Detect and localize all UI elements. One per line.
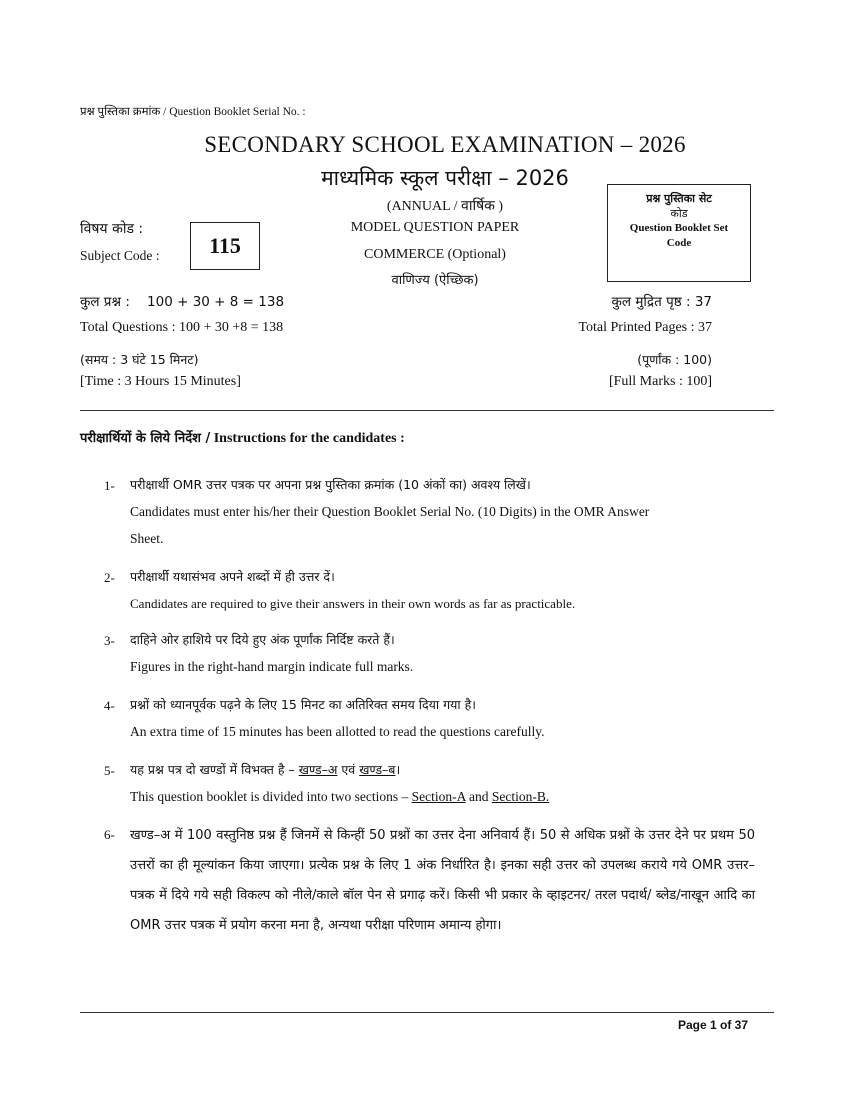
- subject-code-box: 115: [190, 222, 260, 270]
- instruction-english: Figures in the right-hand margin indicate full marks.: [130, 659, 414, 674]
- full-marks-hindi: (पूर्णांक : 100): [637, 352, 712, 367]
- printed-pages-english: Total Printed Pages : 37: [578, 320, 712, 335]
- total-questions-english: Total Questions : 100 + 30 +8 = 138: [80, 320, 284, 335]
- subject-name-english: COMMERCE (Optional): [364, 247, 506, 262]
- instruction-number: 3-: [104, 633, 115, 648]
- instruction-number: 2-: [104, 570, 115, 585]
- instruction-english: This question booklet is divided into two sections – Section-A and Section-B.: [130, 789, 550, 804]
- full-marks-english: [Full Marks : 100]: [608, 374, 712, 389]
- set-code-label-english-2: Code: [666, 237, 692, 249]
- instruction-number: 4-: [104, 698, 115, 713]
- section-b-hindi: खण्ड–ब: [359, 762, 396, 777]
- instruction-hindi: यह प्रश्न पत्र दो खण्डों में विभक्त है – खण्ड–अ एवं खण्ड–ब।: [130, 762, 401, 777]
- instruction-hindi: दाहिने ओर हाशिये पर दिये हुए अंक पूर्णांक निर्दिष्ट करते हैं।: [130, 632, 395, 647]
- instructions-heading-hindi: परीक्षार्थियों के लिये निर्देश /: [80, 431, 211, 446]
- instruction-number: 5-: [104, 763, 115, 778]
- instruction-english: Candidates must enter his/her their Question Booklet Serial No. (10 Digits) in the OMR Answer: [130, 504, 650, 519]
- instruction-english-cont: Sheet.: [130, 531, 164, 546]
- instruction-hindi: परीक्षार्थी OMR उत्तर पत्रक पर अपना प्रश्न पुस्तिका क्रमांक (10 अंकों का) अवश्य लिखें।: [130, 477, 531, 492]
- time-hindi: (समय : 3 घंटे 15 मिनट): [80, 352, 199, 367]
- footer-divider: [80, 1012, 774, 1013]
- instruction-english: An extra time of 15 minutes has been allotted to read the questions carefully.: [130, 724, 545, 739]
- printed-pages-hindi: कुल मुद्रित पृष्ठ : 37: [611, 294, 712, 310]
- question-booklet-serial-label: प्रश्न पुस्तिका क्रमांक / Question Booklet Serial No. :: [80, 106, 306, 118]
- instruction-hindi-paragraph: खण्ड–अ में 100 वस्तुनिष्ठ प्रश्न हैं जिनमें से किन्हीं 50 प्रश्नों का उत्तर देना अनिवार्य हैं। 50 से अधिक प्रश्नों के उत्तर देने पर प्रथम 50 उत्तरों का ही मूल्यांकन किया जाएगा। प्रत्येक प्रश्न के लिए 1 अंक निर्धारित है। इनका सही उत्तर को उपलब्ध कराये गये OMR उत्तर–पत्रक में दिये गये सही विकल्प को नीले/काले बॉल पेन से प्रगाढ़ करें। किसी भी प्रकार के व्हाइटनर/ तरल पदार्थ/ ब्लेड/नाखून आदि का OMR उत्तर पत्रक में प्रयोग करना मना है, अन्यथा परीक्षा परिणाम अमान्य होगा।: [130, 828, 755, 933]
- exam-title-hindi: माध्यमिक स्कूल परीक्षा – 2026: [321, 166, 569, 190]
- instruction-hindi: प्रश्नों को ध्यानपूर्वक पढ़ने के लिए 15 मिनट का अतिरिक्त समय दिया गया है।: [130, 697, 476, 712]
- page-number: Page 1 of 37: [677, 1018, 748, 1032]
- set-code-label-hindi-1: प्रश्न पुस्तिका सेट: [646, 192, 712, 205]
- paper-type: MODEL QUESTION PAPER: [350, 220, 520, 235]
- instruction-number: 1-: [104, 478, 115, 493]
- section-b-english: Section-B.: [491, 789, 550, 804]
- subject-code-label-hindi: विषय कोड :: [80, 221, 144, 237]
- instruction-number: 6-: [104, 827, 115, 842]
- total-questions-hindi: कुल प्रश्न : 100 + 30 + 8 = 138: [80, 294, 285, 310]
- subject-code-label-english: Subject Code :: [80, 248, 160, 263]
- section-a-english: Section-A: [411, 789, 466, 804]
- exam-annual-label: (ANNUAL / वार्षिक ): [386, 199, 504, 214]
- set-code-label-hindi-2: कोड: [670, 207, 688, 220]
- instructions-heading-english: Instructions for the candidates :: [213, 431, 405, 446]
- instruction-hindi: परीक्षार्थी यथासंभव अपने शब्दों में ही उत्तर दें।: [130, 569, 335, 584]
- subject-name-hindi: वाणिज्य (ऐच्छिक): [391, 273, 479, 288]
- instructions-heading: [80, 428, 405, 447]
- section-a-hindi: खण्ड–अ: [298, 762, 338, 777]
- time-english: [Time : 3 Hours 15 Minutes]: [80, 374, 241, 389]
- set-code-label-english-1: Question Booklet Set: [629, 222, 729, 234]
- exam-title-english: SECONDARY SCHOOL EXAMINATION – 2026: [204, 132, 686, 157]
- instruction-english: Candidates are required to give their answers in their own words as far as practicable.: [130, 596, 576, 611]
- header-divider: [80, 410, 774, 411]
- booklet-set-code-box: [607, 184, 751, 282]
